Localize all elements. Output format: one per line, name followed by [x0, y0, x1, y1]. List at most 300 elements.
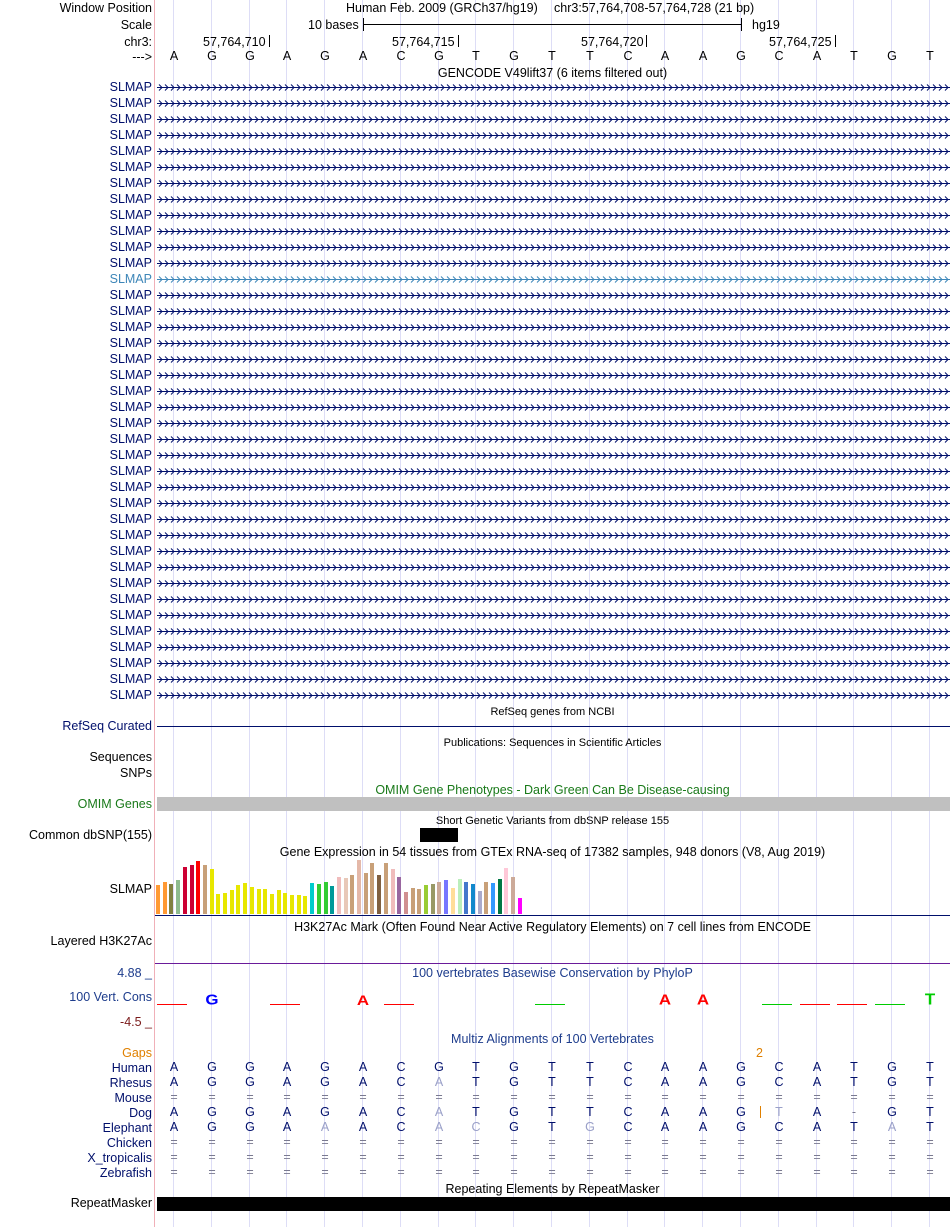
gencode-transcript-label[interactable]: SLMAP	[109, 384, 152, 398]
gtex-tissue-bar[interactable]	[364, 873, 368, 914]
gtex-track-label[interactable]: SLMAP	[109, 882, 152, 896]
alignment-base: C	[396, 1075, 406, 1089]
gtex-tissue-bar[interactable]	[411, 888, 415, 914]
gtex-tissue-bar[interactable]	[283, 893, 287, 914]
repeatmasker-track-label[interactable]: RepeatMasker	[70, 1196, 152, 1210]
multiz-species-label[interactable]: Elephant	[102, 1121, 152, 1135]
alignment-base: =	[813, 1150, 821, 1164]
refseq-track-label[interactable]: RefSeq Curated	[62, 719, 152, 733]
base-letter: A	[812, 49, 822, 63]
alignment-base: =	[359, 1150, 367, 1164]
alignment-base: A	[434, 1075, 444, 1089]
gtex-tissue-bar[interactable]	[196, 861, 200, 914]
gencode-transcript[interactable]	[157, 83, 950, 92]
alignment-base: G	[320, 1105, 330, 1119]
gencode-transcript[interactable]	[157, 563, 950, 572]
gencode-transcript[interactable]	[157, 243, 950, 252]
phylop-track-title[interactable]: 100 vertebrates Basewise Conservation by PhyloP	[412, 966, 693, 980]
alignment-base: =	[586, 1165, 594, 1179]
alignment-base: A	[358, 1120, 368, 1134]
scale-bar	[363, 24, 742, 25]
gencode-transcript-label[interactable]: SLMAP	[109, 224, 152, 238]
gtex-tissue-bar[interactable]	[223, 893, 227, 914]
alignment-base: =	[699, 1135, 707, 1149]
gencode-transcript[interactable]	[157, 451, 950, 460]
gtex-tissue-bar[interactable]	[263, 889, 267, 914]
gencode-transcript-label[interactable]: SLMAP	[109, 160, 152, 174]
alignment-base: A	[169, 1105, 179, 1119]
alignment-base: =	[888, 1150, 896, 1164]
alignment-base: =	[170, 1090, 178, 1104]
alignment-base: G	[207, 1060, 217, 1074]
alignment-base: =	[548, 1090, 556, 1104]
gtex-tissue-bar[interactable]	[176, 880, 180, 914]
alignment-base: G	[245, 1120, 255, 1134]
alignment-base: =	[850, 1150, 858, 1164]
alignment-base: =	[888, 1165, 896, 1179]
gtex-tissue-bar[interactable]	[324, 882, 328, 914]
alignment-base: =	[359, 1165, 367, 1179]
window-position-value[interactable]: chr3:57,764,708-57,764,728 (21 bp)	[554, 1, 755, 15]
gencode-transcript[interactable]	[157, 435, 950, 444]
gtex-tissue-bar[interactable]	[290, 895, 294, 914]
gtex-tissue-bar[interactable]	[444, 880, 448, 914]
gtex-tissue-bar[interactable]	[370, 863, 374, 914]
gencode-transcript-label[interactable]: SLMAP	[109, 480, 152, 494]
alignment-base: =	[435, 1150, 443, 1164]
gencode-transcript-label[interactable]: SLMAP	[109, 304, 152, 318]
alignment-base: G	[887, 1105, 897, 1119]
alignment-base: =	[397, 1165, 405, 1179]
publications-track-title[interactable]: Publications: Sequences in Scientific Articles	[443, 737, 662, 749]
gtex-tissue-bar[interactable]	[277, 890, 281, 914]
gencode-transcript-label[interactable]: SLMAP	[109, 80, 152, 94]
alignment-base: G	[736, 1120, 746, 1134]
alignment-base: A	[358, 1060, 368, 1074]
scale-db: hg19	[752, 18, 780, 32]
multiz-species-label[interactable]: Human	[111, 1061, 152, 1075]
alignment-base: =	[813, 1135, 821, 1149]
gencode-transcript[interactable]	[157, 691, 950, 700]
gencode-transcript[interactable]	[157, 467, 950, 476]
gencode-transcript-label[interactable]: SLMAP	[109, 496, 152, 510]
gtex-tissue-bar[interactable]	[384, 863, 388, 914]
gtex-tissue-bar[interactable]	[230, 890, 234, 914]
alignment-base: =	[435, 1165, 443, 1179]
alignment-base: =	[888, 1135, 896, 1149]
gencode-transcript[interactable]	[157, 179, 950, 188]
base-letter: A	[358, 49, 368, 63]
alignment-base: A	[434, 1120, 444, 1134]
alignment-base: =	[435, 1090, 443, 1104]
gencode-transcript-label[interactable]: SLMAP	[109, 240, 152, 254]
multiz-species-label[interactable]: X_tropicalis	[87, 1151, 152, 1165]
gencode-transcript[interactable]	[157, 275, 950, 284]
alignment-base: A	[358, 1075, 368, 1089]
alignment-base: =	[737, 1150, 745, 1164]
h3k27ac-track-title[interactable]: H3K27Ac Mark (Often Found Near Active Regulatory Elements) on 7 cell lines from ENCODE	[294, 920, 811, 934]
alignment-base: C	[623, 1075, 633, 1089]
insertion-marker	[760, 1106, 761, 1118]
gtex-tissue-bar[interactable]	[417, 889, 421, 914]
alignment-base: T	[850, 1120, 858, 1134]
gencode-transcript-label[interactable]: SLMAP	[109, 448, 152, 462]
gtex-tissue-bar[interactable]	[391, 869, 395, 914]
alignment-base: G	[320, 1075, 330, 1089]
alignment-base: -	[851, 1105, 857, 1119]
alignment-base: A	[812, 1060, 822, 1074]
alignment-base: =	[472, 1165, 480, 1179]
alignment-base: =	[321, 1090, 329, 1104]
gencode-transcript[interactable]	[157, 579, 950, 588]
gencode-transcript-label[interactable]: SLMAP	[109, 672, 152, 686]
gencode-transcript[interactable]	[157, 595, 950, 604]
coord-tick	[646, 35, 647, 47]
gtex-tissue-bar[interactable]	[484, 882, 488, 914]
gtex-tissue-bar[interactable]	[437, 882, 441, 914]
alignment-base: =	[737, 1135, 745, 1149]
alignment-base: =	[586, 1090, 594, 1104]
alignment-base: C	[623, 1120, 633, 1134]
omim-track-title[interactable]: OMIM Gene Phenotypes - Dark Green Can Be Disease-causing	[375, 783, 730, 797]
multiz-species-label[interactable]: Dog	[129, 1106, 152, 1120]
gencode-transcript[interactable]	[157, 323, 950, 332]
gencode-transcript-label[interactable]: SLMAP	[109, 592, 152, 606]
gtex-tissue-bar[interactable]	[236, 885, 240, 914]
alignment-base: =	[661, 1090, 669, 1104]
alignment-base: =	[737, 1165, 745, 1179]
alignment-base: T	[926, 1075, 934, 1089]
phylop-track-label[interactable]: 100 Vert. Cons	[69, 990, 152, 1004]
gencode-transcript[interactable]	[157, 163, 950, 172]
alignment-base: C	[471, 1120, 481, 1134]
gtex-tissue-bar[interactable]	[431, 884, 435, 914]
alignment-base: G	[509, 1120, 519, 1134]
alignment-base: A	[169, 1075, 179, 1089]
gencode-transcript-label[interactable]: SLMAP	[109, 96, 152, 110]
gencode-transcript-label[interactable]: SLMAP	[109, 320, 152, 334]
alignment-base: =	[586, 1150, 594, 1164]
publications-snps-label[interactable]: SNPs	[120, 766, 152, 780]
gtex-tissue-bar[interactable]	[303, 896, 307, 914]
gencode-transcript-label[interactable]: SLMAP	[109, 144, 152, 158]
gencode-transcript-label[interactable]: SLMAP	[109, 464, 152, 478]
alignment-base: C	[396, 1060, 406, 1074]
alignment-base: =	[699, 1165, 707, 1179]
alignment-base: =	[661, 1150, 669, 1164]
gencode-transcript[interactable]	[157, 675, 950, 684]
gtex-tissue-bar[interactable]	[243, 883, 247, 914]
base-letter: A	[282, 49, 292, 63]
alignment-base: =	[359, 1135, 367, 1149]
multiz-species-label[interactable]: Zebrafish	[99, 1166, 152, 1180]
alignment-base: =	[246, 1135, 254, 1149]
gtex-tissue-bar[interactable]	[377, 875, 381, 914]
gencode-transcript-label[interactable]: SLMAP	[109, 512, 152, 526]
alignment-base: =	[283, 1165, 291, 1179]
gencode-transcript[interactable]	[157, 259, 950, 268]
alignment-base: =	[510, 1150, 518, 1164]
alignment-base: A	[812, 1120, 822, 1134]
gtex-tissue-bar[interactable]	[310, 883, 314, 914]
gencode-transcript[interactable]	[157, 659, 950, 668]
gencode-transcript-label[interactable]: SLMAP	[109, 528, 152, 542]
gencode-transcript[interactable]	[157, 291, 950, 300]
alignment-base: T	[548, 1105, 556, 1119]
alignment-base: C	[774, 1075, 784, 1089]
gtex-tissue-bar[interactable]	[344, 878, 348, 914]
alignment-base: =	[775, 1135, 783, 1149]
gtex-tissue-bar[interactable]	[297, 895, 301, 914]
gencode-transcript[interactable]	[157, 483, 950, 492]
alignment-base: =	[472, 1135, 480, 1149]
alignment-base: T	[850, 1060, 858, 1074]
phylop-ymax-label: 4.88 _	[117, 966, 152, 980]
alignment-base: G	[736, 1075, 746, 1089]
alignment-base: G	[509, 1105, 519, 1119]
gencode-transcript[interactable]	[157, 531, 950, 540]
gencode-transcript-label[interactable]: SLMAP	[109, 400, 152, 414]
gencode-transcript-label[interactable]: SLMAP	[109, 656, 152, 670]
alignment-base: T	[775, 1105, 783, 1119]
gencode-transcript-label[interactable]: SLMAP	[109, 416, 152, 430]
gtex-tissue-bar[interactable]	[404, 892, 408, 914]
dbsnp-track-title[interactable]: Short Genetic Variants from dbSNP release 155	[435, 815, 670, 827]
gtex-tissue-bar[interactable]	[190, 865, 194, 914]
alignment-base: G	[887, 1060, 897, 1074]
alignment-base: C	[774, 1060, 784, 1074]
gencode-transcript[interactable]	[157, 515, 950, 524]
gencode-transcript[interactable]	[157, 611, 950, 620]
alignment-base: G	[509, 1075, 519, 1089]
gencode-transcript-label[interactable]: SLMAP	[109, 336, 152, 350]
alignment-base: T	[926, 1060, 934, 1074]
gtex-tissue-bar[interactable]	[464, 882, 468, 914]
multiz-species-label[interactable]: Rhesus	[109, 1076, 152, 1090]
omim-gene-bar[interactable]	[157, 797, 950, 811]
gencode-transcript-label[interactable]: SLMAP	[109, 176, 152, 190]
alignment-base: =	[850, 1090, 858, 1104]
alignment-base: T	[586, 1075, 594, 1089]
gtex-tissue-bar[interactable]	[257, 889, 261, 914]
gtex-tissue-bar[interactable]	[216, 894, 220, 914]
gencode-transcript-label[interactable]: SLMAP	[109, 208, 152, 222]
alignment-base: =	[208, 1135, 216, 1149]
gtex-tissue-bar[interactable]	[169, 884, 173, 914]
phylop-score-mark	[837, 1004, 867, 1005]
gencode-transcript-label[interactable]: SLMAP	[109, 192, 152, 206]
gtex-tissue-bar[interactable]	[156, 885, 160, 914]
alignment-base: A	[698, 1075, 708, 1089]
alignment-base: A	[660, 1060, 670, 1074]
gtex-tissue-bar[interactable]	[451, 888, 455, 914]
gencode-transcript-label[interactable]: SLMAP	[109, 272, 152, 286]
coord-tick-label: 57,764,715	[392, 35, 455, 49]
alignment-base: =	[775, 1150, 783, 1164]
gtex-track-title[interactable]: Gene Expression in 54 tissues from GTEx RNA-seq of 17382 samples, 948 donors (V8, Aug 2019)	[279, 845, 826, 859]
alignment-base: A	[169, 1060, 179, 1074]
gencode-transcript-label[interactable]: SLMAP	[109, 544, 152, 558]
alignment-base: =	[775, 1165, 783, 1179]
alignment-base: =	[283, 1135, 291, 1149]
alignment-base: C	[396, 1120, 406, 1134]
gtex-tissue-bar[interactable]	[270, 894, 274, 914]
base-letter: C	[396, 49, 406, 63]
alignment-base: A	[698, 1060, 708, 1074]
alignment-base: =	[850, 1135, 858, 1149]
alignment-base: A	[698, 1105, 708, 1119]
alignment-base: =	[397, 1090, 405, 1104]
gencode-transcript[interactable]	[157, 339, 950, 348]
alignment-base: =	[624, 1135, 632, 1149]
alignment-base: G	[207, 1105, 217, 1119]
gtex-baseline	[155, 915, 950, 916]
gtex-tissue-bar[interactable]	[397, 877, 401, 914]
multiz-gap-marker: 2	[756, 1046, 763, 1060]
gencode-transcript-label[interactable]: SLMAP	[109, 432, 152, 446]
gencode-transcript-label[interactable]: SLMAP	[109, 256, 152, 270]
multiz-track-title[interactable]: Multiz Alignments of 100 Vertebrates	[451, 1032, 654, 1046]
gencode-transcript[interactable]	[157, 403, 950, 412]
gtex-tissue-bar[interactable]	[337, 877, 341, 914]
gencode-transcript[interactable]	[157, 307, 950, 316]
gencode-transcript[interactable]	[157, 387, 950, 396]
scale-bar-right-end	[741, 18, 742, 31]
repeatmasker-track-title[interactable]: Repeating Elements by RepeatMasker	[445, 1182, 660, 1196]
phylop-score-mark	[157, 1004, 187, 1005]
gencode-transcript-label[interactable]: SLMAP	[109, 560, 152, 574]
gtex-tissue-bar[interactable]	[357, 860, 361, 914]
gtex-tissue-bar[interactable]	[203, 865, 207, 914]
alignment-base: A	[320, 1120, 330, 1134]
gencode-track-title[interactable]: GENCODE V49lift37 (6 items filtered out)	[437, 66, 668, 80]
gencode-transcript-label[interactable]: SLMAP	[109, 688, 152, 702]
gencode-transcript-label[interactable]: SLMAP	[109, 608, 152, 622]
alignment-base: =	[170, 1150, 178, 1164]
gtex-tissue-bar[interactable]	[210, 869, 214, 914]
gencode-transcript-label[interactable]: SLMAP	[109, 112, 152, 126]
chrom-label: chr3:	[124, 35, 152, 49]
refseq-gene-line[interactable]	[157, 726, 950, 727]
alignment-base: G	[434, 1060, 444, 1074]
phylop-ymin-label: -4.5 _	[120, 1015, 152, 1029]
multiz-species-label[interactable]: Mouse	[114, 1091, 152, 1105]
alignment-base: T	[926, 1120, 934, 1134]
coord-tick	[458, 35, 459, 47]
gtex-tissue-bar[interactable]	[491, 883, 495, 914]
alignment-base: G	[245, 1060, 255, 1074]
repeatmasker-element[interactable]	[157, 1197, 950, 1211]
h3k27ac-track-label[interactable]: Layered H3K27Ac	[50, 934, 152, 948]
alignment-base: C	[396, 1105, 406, 1119]
dbsnp-track-label[interactable]: Common dbSNP(155)	[29, 828, 152, 842]
gtex-tissue-bar[interactable]	[458, 879, 462, 914]
h3k27ac-baseline	[155, 963, 950, 964]
dbsnp-variant[interactable]	[420, 828, 458, 842]
publications-sequences-label[interactable]: Sequences	[89, 750, 152, 764]
gencode-transcript[interactable]	[157, 99, 950, 108]
alignment-base: A	[887, 1120, 897, 1134]
multiz-gaps-label: Gaps	[122, 1046, 152, 1060]
gencode-transcript-label[interactable]: SLMAP	[109, 128, 152, 142]
gencode-transcript-label[interactable]: SLMAP	[109, 368, 152, 382]
coord-tick	[835, 35, 836, 47]
gencode-transcript-label[interactable]: SLMAP	[109, 624, 152, 638]
gencode-transcript[interactable]	[157, 147, 950, 156]
gtex-tissue-bar[interactable]	[504, 868, 508, 914]
gencode-transcript[interactable]	[157, 643, 950, 652]
multiz-species-label[interactable]: Chicken	[106, 1136, 152, 1150]
alignment-base: C	[623, 1105, 633, 1119]
phylop-base: T	[924, 989, 936, 1009]
alignment-base: A	[282, 1105, 292, 1119]
gtex-tissue-bar[interactable]	[250, 887, 254, 914]
refseq-track-title[interactable]: RefSeq genes from NCBI	[490, 706, 615, 718]
gtex-tissue-bar[interactable]	[518, 898, 522, 914]
alignment-base: =	[359, 1090, 367, 1104]
gencode-transcript[interactable]	[157, 131, 950, 140]
gtex-tissue-bar[interactable]	[511, 877, 515, 914]
gtex-tissue-bar[interactable]	[163, 882, 167, 914]
gencode-transcript[interactable]	[157, 195, 950, 204]
gtex-tissue-bar[interactable]	[424, 885, 428, 914]
gencode-transcript[interactable]	[157, 355, 950, 364]
gtex-tissue-bar[interactable]	[317, 884, 321, 914]
alignment-base: T	[548, 1060, 556, 1074]
gencode-transcript[interactable]	[157, 547, 950, 556]
gtex-tissue-bar[interactable]	[330, 886, 334, 914]
gtex-tissue-bar[interactable]	[478, 891, 482, 914]
gencode-transcript[interactable]	[157, 211, 950, 220]
alignment-base: =	[510, 1165, 518, 1179]
omim-track-label[interactable]: OMIM Genes	[77, 797, 152, 811]
assembly-name: Human Feb. 2009 (GRCh37/hg19)	[346, 1, 538, 15]
gencode-transcript-label[interactable]: SLMAP	[109, 288, 152, 302]
alignment-base: =	[661, 1135, 669, 1149]
alignment-base: G	[736, 1060, 746, 1074]
gtex-tissue-bar[interactable]	[183, 867, 187, 914]
alignment-base: A	[660, 1120, 670, 1134]
alignment-base: =	[888, 1090, 896, 1104]
alignment-base: =	[850, 1165, 858, 1179]
gencode-transcript[interactable]	[157, 627, 950, 636]
alignment-base: =	[624, 1150, 632, 1164]
gtex-tissue-bar[interactable]	[350, 875, 354, 914]
base-letter: A	[698, 49, 708, 63]
coord-tick-label: 57,764,720	[581, 35, 644, 49]
alignment-base: A	[812, 1075, 822, 1089]
gencode-transcript[interactable]	[157, 371, 950, 380]
coord-tick-label: 57,764,725	[769, 35, 832, 49]
alignment-base: =	[397, 1150, 405, 1164]
alignment-base: =	[283, 1150, 291, 1164]
gencode-transcript-label[interactable]: SLMAP	[109, 352, 152, 366]
gtex-tissue-bar[interactable]	[498, 879, 502, 914]
gencode-transcript-label[interactable]: SLMAP	[109, 576, 152, 590]
phylop-score-mark	[762, 1004, 792, 1005]
gencode-transcript-label[interactable]: SLMAP	[109, 640, 152, 654]
alignment-base: =	[699, 1090, 707, 1104]
gencode-transcript[interactable]	[157, 115, 950, 124]
alignment-base: =	[510, 1090, 518, 1104]
alignment-base: T	[586, 1060, 594, 1074]
base-letter: A	[660, 49, 670, 63]
gtex-tissue-bar[interactable]	[471, 884, 475, 914]
gencode-transcript[interactable]	[157, 499, 950, 508]
alignment-base: =	[775, 1090, 783, 1104]
gencode-transcript[interactable]	[157, 419, 950, 428]
gencode-transcript[interactable]	[157, 227, 950, 236]
